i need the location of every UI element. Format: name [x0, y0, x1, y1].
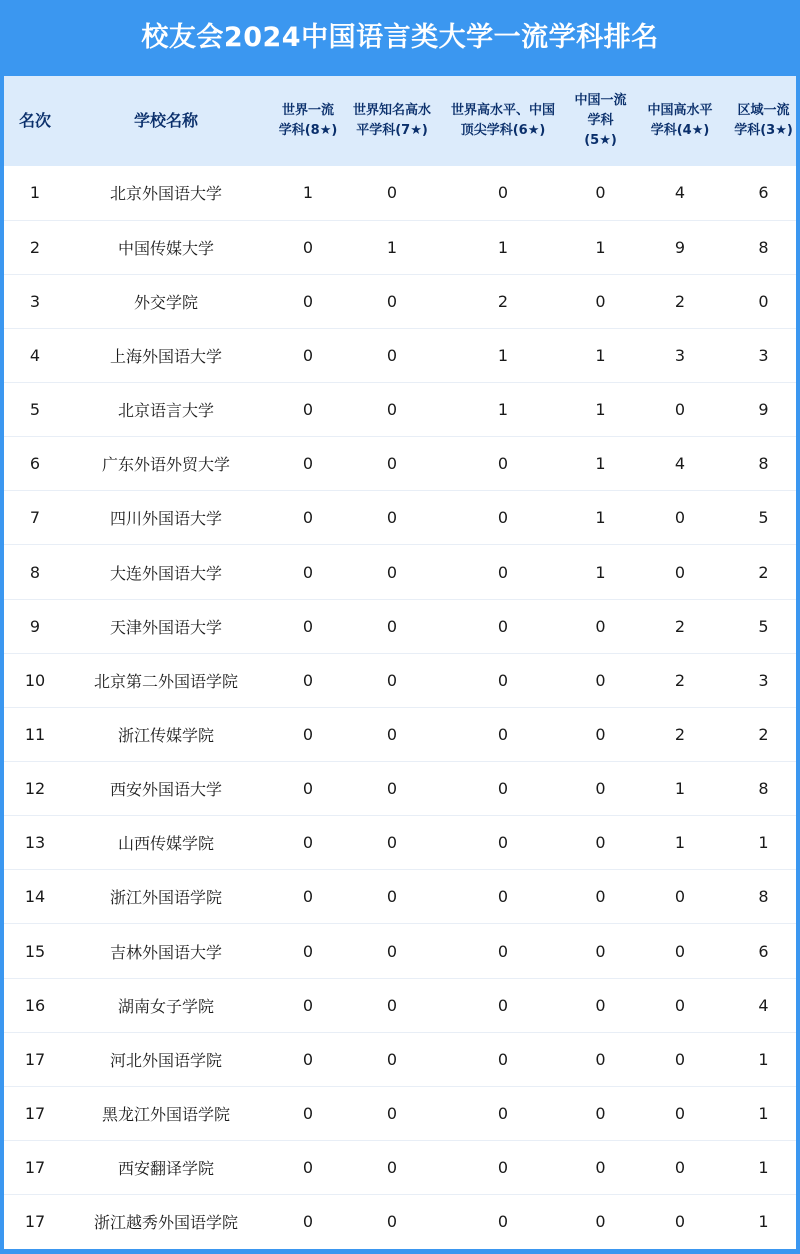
count-cell: 0 — [266, 1086, 350, 1140]
count-cell: 0 — [434, 978, 572, 1032]
count-cell: 0 — [350, 328, 434, 382]
count-cell: 6 — [731, 166, 796, 220]
count-cell: 5 — [731, 491, 796, 545]
rank-cell: 14 — [4, 870, 66, 924]
rank-cell: 17 — [4, 1032, 66, 1086]
rank-cell: 4 — [4, 328, 66, 382]
count-cell: 0 — [350, 816, 434, 870]
count-cell: 0 — [266, 653, 350, 707]
count-cell: 0 — [434, 491, 572, 545]
header-line: 中国一流 — [574, 93, 627, 108]
count-cell: 0 — [434, 1141, 572, 1195]
count-cell: 0 — [572, 924, 629, 978]
count-cell: 0 — [350, 1032, 434, 1086]
table-row — [4, 491, 796, 545]
count-cell: 0 — [572, 1086, 629, 1140]
rank-cell: 5 — [4, 383, 66, 437]
table-row — [4, 328, 796, 382]
count-cell: 2 — [434, 274, 572, 328]
count-cell: 0 — [266, 1032, 350, 1086]
count-cell: 8 — [731, 762, 796, 816]
rank-cell: 17 — [4, 1141, 66, 1195]
school-name-cell: 外交学院 — [66, 274, 266, 328]
ranking-table-panel — [4, 76, 796, 1249]
count-cell: 0 — [350, 437, 434, 491]
school-name-cell: 四川外国语大学 — [66, 491, 266, 545]
count-cell: 0 — [350, 383, 434, 437]
table-row — [4, 1195, 796, 1249]
count-cell: 0 — [350, 545, 434, 599]
count-cell: 5 — [731, 599, 796, 653]
count-cell: 1 — [434, 220, 572, 274]
count-cell: 0 — [595, 1212, 606, 1232]
header-line: 世界高水平、中国 — [450, 103, 555, 118]
table-body — [4, 166, 796, 1249]
school-name-cell: 北京语言大学 — [66, 383, 266, 437]
count-cell: 0 — [350, 1141, 434, 1195]
header-line: 学科(4★) — [650, 123, 710, 138]
count-cell: 0 — [572, 166, 629, 220]
table-row — [4, 545, 796, 599]
count-cell: 0 — [350, 707, 434, 761]
count-cell: 0 — [266, 978, 350, 1032]
table-row — [4, 762, 796, 816]
count-cell: 0 — [266, 328, 350, 382]
count-cell: 0 — [572, 707, 629, 761]
header-rank: 名次 — [18, 111, 51, 130]
count-cell: 0 — [434, 1032, 572, 1086]
count-cell: 0 — [266, 220, 350, 274]
count-cell: 0 — [629, 870, 731, 924]
count-cell: 2 — [629, 707, 731, 761]
count-cell: 0 — [350, 166, 434, 220]
count-cell: 0 — [629, 978, 731, 1032]
count-cell: 1 — [572, 545, 629, 599]
count-cell: 8 — [731, 870, 796, 924]
header-china-first-class — [572, 76, 629, 166]
count-cell: 3 — [629, 328, 731, 382]
count-cell: 0 — [350, 978, 434, 1032]
table-row — [4, 599, 796, 653]
count-cell: 0 — [629, 491, 731, 545]
table-row — [4, 653, 796, 707]
table-row — [4, 220, 796, 274]
count-cell: 1 — [629, 816, 731, 870]
count-cell: 0 — [629, 383, 731, 437]
count-cell: 9 — [731, 383, 796, 437]
count-cell: 0 — [266, 491, 350, 545]
count-cell: 0 — [434, 545, 572, 599]
count-cell: 0 — [434, 924, 572, 978]
rank-cell: 10 — [4, 653, 66, 707]
count-cell: 0 — [629, 1141, 731, 1195]
count-cell: 0 — [572, 762, 629, 816]
table-row — [4, 1032, 796, 1086]
page-title: 校友会2024中国语言类大学一流学科排名 — [141, 22, 659, 53]
count-cell: 0 — [434, 870, 572, 924]
rank-cell: 12 — [4, 762, 66, 816]
school-name-cell: 北京第二外国语学院 — [66, 653, 266, 707]
school-name-cell: 北京外国语大学 — [66, 166, 266, 220]
count-cell: 0 — [350, 1086, 434, 1140]
header-line: 顶尖学科(6★) — [460, 123, 546, 138]
rank-cell: 7 — [4, 491, 66, 545]
count-cell: 0 — [266, 707, 350, 761]
header-world-renowned — [350, 76, 434, 166]
count-cell: 1 — [350, 220, 434, 274]
count-cell: 0 — [572, 978, 629, 1032]
count-cell: 1 — [731, 1141, 796, 1195]
count-cell: 1 — [731, 1032, 796, 1086]
count-cell: 2 — [731, 545, 796, 599]
count-cell: 0 — [674, 1212, 686, 1232]
rank-cell: 9 — [4, 599, 66, 653]
school-name-cell: 浙江越秀外国语学院 — [93, 1213, 238, 1233]
school-name-cell: 上海外国语大学 — [66, 328, 266, 382]
count-cell: 4 — [629, 166, 731, 220]
count-cell: 0 — [629, 924, 731, 978]
count-cell: 0 — [572, 816, 629, 870]
table-header-row — [4, 76, 796, 166]
count-cell: 0 — [572, 599, 629, 653]
count-cell: 0 — [629, 1086, 731, 1140]
count-cell: 1 — [434, 328, 572, 382]
count-cell: 0 — [266, 437, 350, 491]
count-cell: 2 — [629, 274, 731, 328]
count-cell: 0 — [629, 1032, 731, 1086]
count-cell: 0 — [434, 599, 572, 653]
count-cell: 0 — [572, 1032, 629, 1086]
table-row — [4, 924, 796, 978]
count-cell: 3 — [731, 328, 796, 382]
count-cell: 1 — [731, 1086, 796, 1140]
school-name-cell: 湖南女子学院 — [66, 978, 266, 1032]
header-line: 世界一流 — [281, 103, 334, 118]
table-row — [4, 816, 796, 870]
count-cell: 0 — [266, 383, 350, 437]
count-cell: 0 — [434, 166, 572, 220]
count-cell: 0 — [266, 816, 350, 870]
rank-cell: 3 — [4, 274, 66, 328]
header-line: 世界知名高水 — [352, 103, 431, 118]
count-cell: 2 — [629, 653, 731, 707]
count-cell: 0 — [572, 1141, 629, 1195]
count-cell: 0 — [350, 653, 434, 707]
header-school: 学校名称 — [133, 111, 198, 130]
rank-cell: 2 — [4, 220, 66, 274]
count-cell: 0 — [266, 1141, 350, 1195]
count-cell: 8 — [731, 220, 796, 274]
header-world-high-level — [434, 76, 572, 166]
count-cell: 2 — [731, 707, 796, 761]
count-cell: 4 — [629, 437, 731, 491]
count-cell: 0 — [434, 816, 572, 870]
school-name-cell: 大连外国语大学 — [66, 545, 266, 599]
count-cell: 0 — [350, 762, 434, 816]
count-cell: 1 — [572, 220, 629, 274]
table-row — [4, 274, 796, 328]
count-cell: 0 — [302, 1212, 314, 1232]
rank-cell: 1 — [4, 166, 66, 220]
count-cell: 0 — [434, 653, 572, 707]
count-cell: 1 — [572, 383, 629, 437]
table-row — [4, 870, 796, 924]
count-cell: 1 — [572, 328, 629, 382]
header-world-first-class — [266, 76, 350, 166]
count-cell: 2 — [629, 599, 731, 653]
count-cell: 1 — [572, 437, 629, 491]
count-cell: 0 — [350, 491, 434, 545]
rank-cell: 6 — [4, 437, 66, 491]
count-cell: 4 — [731, 978, 796, 1032]
rank-cell: 15 — [4, 924, 66, 978]
count-cell: 0 — [572, 870, 629, 924]
school-name-cell: 广东外语外贸大学 — [66, 437, 266, 491]
count-cell: 0 — [266, 924, 350, 978]
count-cell: 0 — [350, 274, 434, 328]
rank-cell: 13 — [4, 816, 66, 870]
count-cell: 9 — [629, 220, 731, 274]
count-cell: 1 — [629, 762, 731, 816]
count-cell: 0 — [434, 437, 572, 491]
count-cell: 0 — [266, 870, 350, 924]
count-cell: 0 — [731, 274, 796, 328]
count-cell: 0 — [266, 762, 350, 816]
school-name-cell: 西安外国语大学 — [66, 762, 266, 816]
header-line: 学科(3★) — [734, 123, 793, 138]
count-cell: 6 — [731, 924, 796, 978]
header-line: 学科(8★) — [278, 123, 338, 138]
count-cell: 0 — [350, 924, 434, 978]
count-cell: 0 — [572, 653, 629, 707]
rank-cell: 17 — [4, 1086, 66, 1140]
school-name-cell: 山西传媒学院 — [66, 816, 266, 870]
school-name-cell: 天津外国语大学 — [66, 599, 266, 653]
count-cell: 1 — [572, 491, 629, 545]
count-cell: 0 — [497, 1212, 509, 1232]
school-name-cell: 浙江传媒学院 — [66, 707, 266, 761]
count-cell: 0 — [350, 870, 434, 924]
count-cell: 8 — [731, 437, 796, 491]
school-name-cell: 中国传媒大学 — [66, 220, 266, 274]
count-cell: 0 — [350, 599, 434, 653]
count-cell: 0 — [266, 599, 350, 653]
count-cell: 0 — [386, 1212, 398, 1232]
count-cell: 1 — [434, 383, 572, 437]
count-cell: 3 — [731, 653, 796, 707]
header-line: 平学科(7★) — [356, 123, 428, 138]
table-row — [4, 437, 796, 491]
school-name-cell: 吉林外国语大学 — [66, 924, 266, 978]
rank-cell: 11 — [4, 707, 66, 761]
school-name-cell: 河北外国语学院 — [66, 1032, 266, 1086]
header-regional-first-class — [731, 76, 796, 166]
count-cell: 0 — [629, 545, 731, 599]
table-row — [4, 1141, 796, 1195]
count-cell: 1 — [731, 816, 796, 870]
rank-cell: 17 — [24, 1212, 46, 1232]
count-cell: 1 — [758, 1212, 769, 1232]
count-cell: 0 — [266, 274, 350, 328]
school-name-cell: 西安翻译学院 — [66, 1141, 266, 1195]
count-cell: 0 — [434, 762, 572, 816]
count-cell: 0 — [572, 274, 629, 328]
count-cell: 0 — [434, 1086, 572, 1140]
table-row — [4, 707, 796, 761]
school-name-cell: 黑龙江外国语学院 — [66, 1086, 266, 1140]
school-name-cell: 浙江外国语学院 — [66, 870, 266, 924]
rank-cell: 8 — [4, 545, 66, 599]
table-row — [4, 1086, 796, 1140]
header-line: 中国高水平 — [647, 103, 713, 118]
table-row — [4, 978, 796, 1032]
table-row — [4, 166, 796, 220]
header-line: 区域一流 — [737, 103, 790, 118]
count-cell: 1 — [266, 166, 350, 220]
header-china-high-level — [629, 76, 731, 166]
header-line: 学科(5★) — [584, 113, 617, 148]
count-cell: 0 — [266, 545, 350, 599]
rank-cell: 16 — [4, 978, 66, 1032]
ranking-table — [4, 76, 796, 1249]
count-cell: 0 — [434, 707, 572, 761]
table-row — [4, 383, 796, 437]
